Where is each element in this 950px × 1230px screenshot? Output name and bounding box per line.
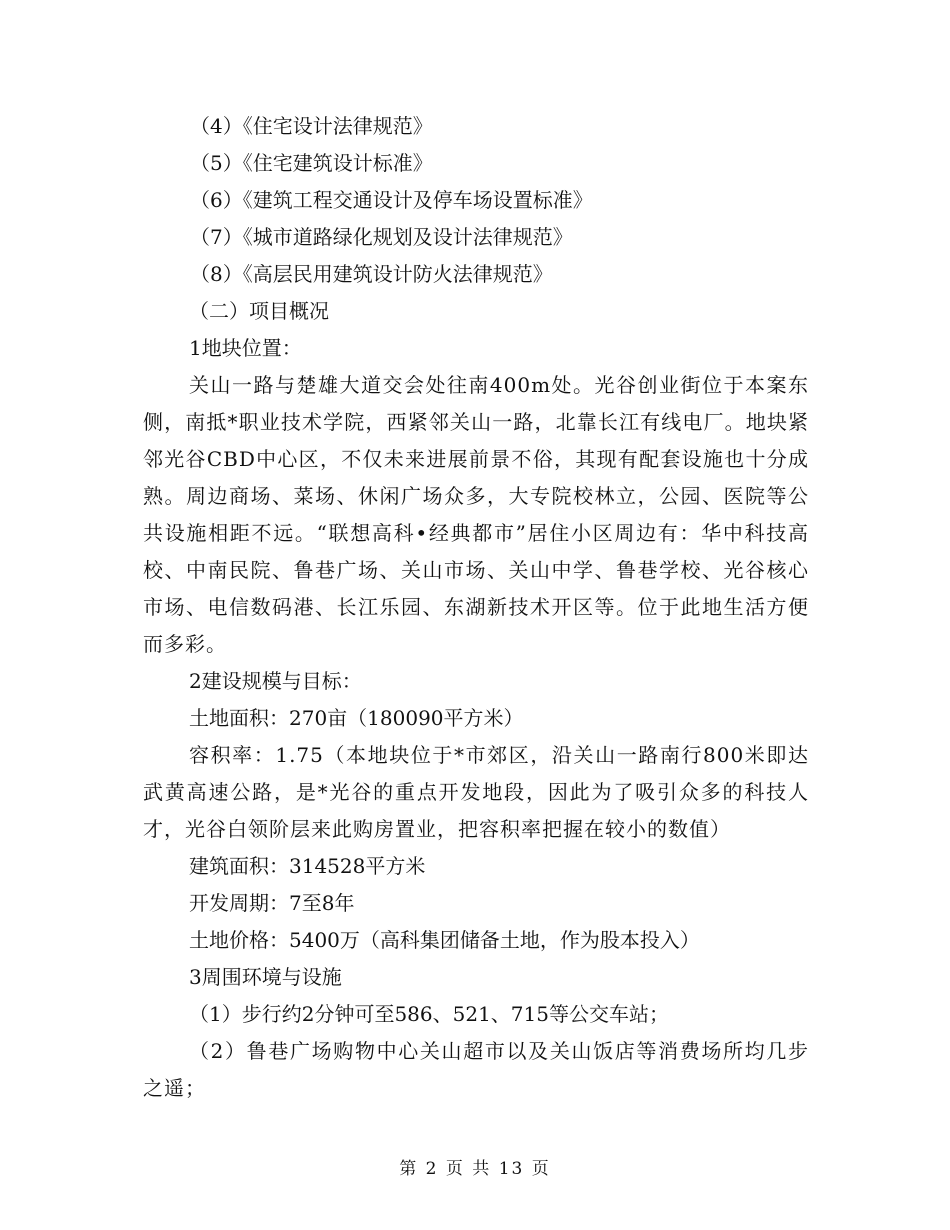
development-period: 开发周期：7至8年 (189, 891, 355, 915)
environment-heading: 3周围环境与设施 (189, 965, 342, 989)
reference-item-6: （6）《建筑工程交通设计及停车场设置标准》 (190, 188, 593, 212)
environment-item-2: （2）鲁巷广场购物中心关山超市以及关山饭店等消费场所均几步之遥； (143, 1039, 809, 1100)
scale-heading: 2建设规模与目标： (189, 669, 362, 693)
environment-item-1: （1）步行约2分钟可至586、521、715等公交车站； (189, 1002, 669, 1026)
land-price: 土地价格：5400万（高科集团储备土地，作为股本投入） (189, 928, 700, 952)
plot-ratio-paragraph: 容积率：1.75（本地块位于*市郊区，沿关山一路南行800米即达武黄高速公路，是*光谷的重点开发地段，因此为了吸引众多的科技人才，光谷白领阶层来此购房置业，把容积率把握在较小的数值） (143, 743, 809, 841)
location-paragraph: 关山一路与楚雄大道交会处往南400m处。光谷创业街位于本案东侧，南抵*职业技术学院，西紧邻关山一路，北靠长江有线电厂。地块紧邻光谷CBD中心区，不仅未来进展前景不俗，其现有配套设施也十分成熟。周边商场、菜场、休闲广场众多，大专院校林立，公园、医院等公共设施相距不远。“联想高科•经典都市”居住小区周边有：华中科技高校、中南民院、鲁巷广场、关山市场、关山中学、鲁巷学校、光谷核心市场、电信数码港、长江乐园、东湖新技术开区等。位于此地生活方便而多彩。 (143, 373, 809, 656)
reference-item-8: （8）《高层民用建筑设计防火法律规范》 (190, 262, 553, 286)
building-area: 建筑面积：314528平方米 (189, 854, 426, 878)
document-page (143, 108, 809, 1107)
reference-item-5: （5）《住宅建筑设计标准》 (190, 151, 433, 175)
reference-item-4: （4）《住宅设计法律规范》 (190, 114, 433, 138)
page-number-footer: 第 2 页 共 13 页 (399, 1159, 551, 1179)
land-area: 土地面积：270亩（180090平方米） (189, 706, 524, 730)
location-heading: 1地块位置： (189, 336, 302, 360)
section-heading-overview: （二）项目概况 (189, 299, 329, 323)
reference-item-7: （7）《城市道路绿化规划及设计法律规范》 (190, 225, 573, 249)
